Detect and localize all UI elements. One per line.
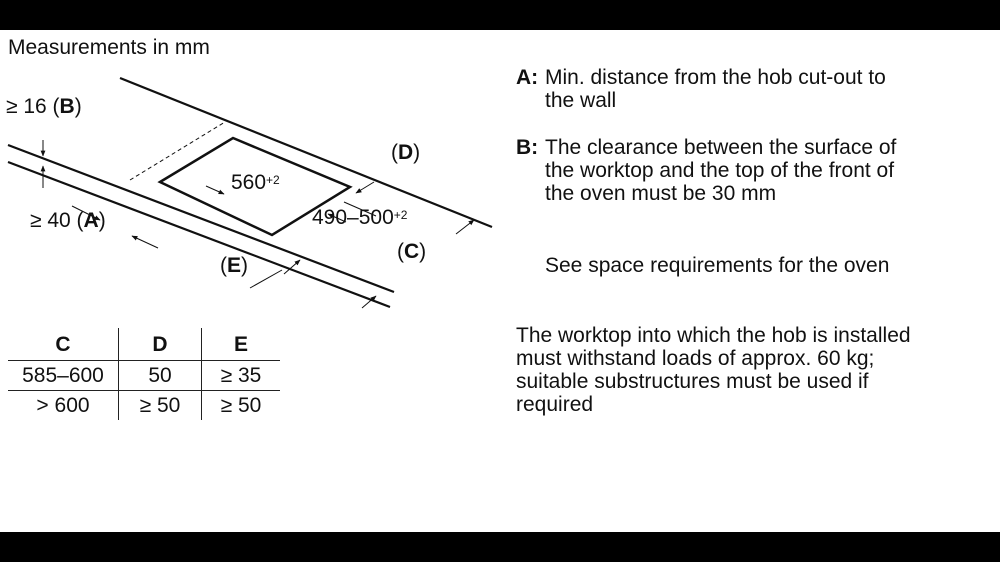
note-a	[516, 66, 986, 112]
table-cell: > 600	[8, 391, 119, 421]
label-a: ≥ 40 (A)	[30, 209, 106, 232]
note-key: B:	[516, 136, 539, 159]
note-line: suitable substructures must be used if	[516, 370, 869, 393]
table-header: C	[8, 328, 119, 361]
label-d: (D)	[391, 141, 421, 164]
table-cell: 50	[119, 361, 202, 391]
table-cell: ≥ 50	[119, 391, 202, 421]
table-cell: ≥ 35	[202, 361, 281, 391]
dim-depth-arrow-up	[356, 182, 374, 193]
content-area	[0, 30, 1000, 532]
table-row	[8, 391, 280, 421]
note-load	[516, 324, 986, 416]
worktop-front-edge-bottom	[8, 162, 390, 307]
table-header: E	[233, 332, 248, 356]
label-cutout-depth: $490-500^{+2}$	[312, 206, 408, 229]
dim-560-arrow-left	[206, 186, 224, 194]
note-line: the oven must be 30 mm	[545, 182, 777, 205]
note-key: A:	[516, 66, 539, 89]
note-oven	[516, 254, 986, 277]
note-line: The clearance between the surface of	[545, 136, 897, 159]
measurements-heading: Measurements in mm	[8, 36, 210, 59]
note-line: must withstand loads of approx. 60 kg;	[516, 347, 875, 370]
table-header-row	[8, 328, 280, 361]
label-e: (E)	[220, 254, 249, 277]
label-b: ≥ 16 (B)	[6, 95, 82, 118]
dim-a-arrow-right	[132, 236, 158, 248]
note-line: the worktop and the top of the front of	[545, 159, 895, 182]
table-row	[8, 361, 280, 391]
label-c: (C)	[397, 240, 427, 263]
table-cell: 585–600	[8, 361, 119, 391]
label-cutout-width: $560^{+2}$	[231, 171, 280, 194]
note-line: Min. distance from the hob cut-out to	[545, 66, 886, 89]
clearance-table	[8, 328, 280, 420]
note-line: the wall	[545, 89, 617, 112]
worktop-back-edge	[120, 78, 492, 227]
table-cell: ≥ 50	[220, 394, 262, 417]
note-line: See space requirements for the oven	[545, 254, 890, 277]
note-line: The worktop into which the hob is installed	[516, 324, 911, 347]
dim-e-line-left	[250, 270, 282, 288]
note-b	[516, 136, 986, 205]
table-header: D	[119, 328, 202, 361]
note-line: required	[516, 393, 594, 416]
dim-c-arrow-up	[456, 220, 474, 234]
